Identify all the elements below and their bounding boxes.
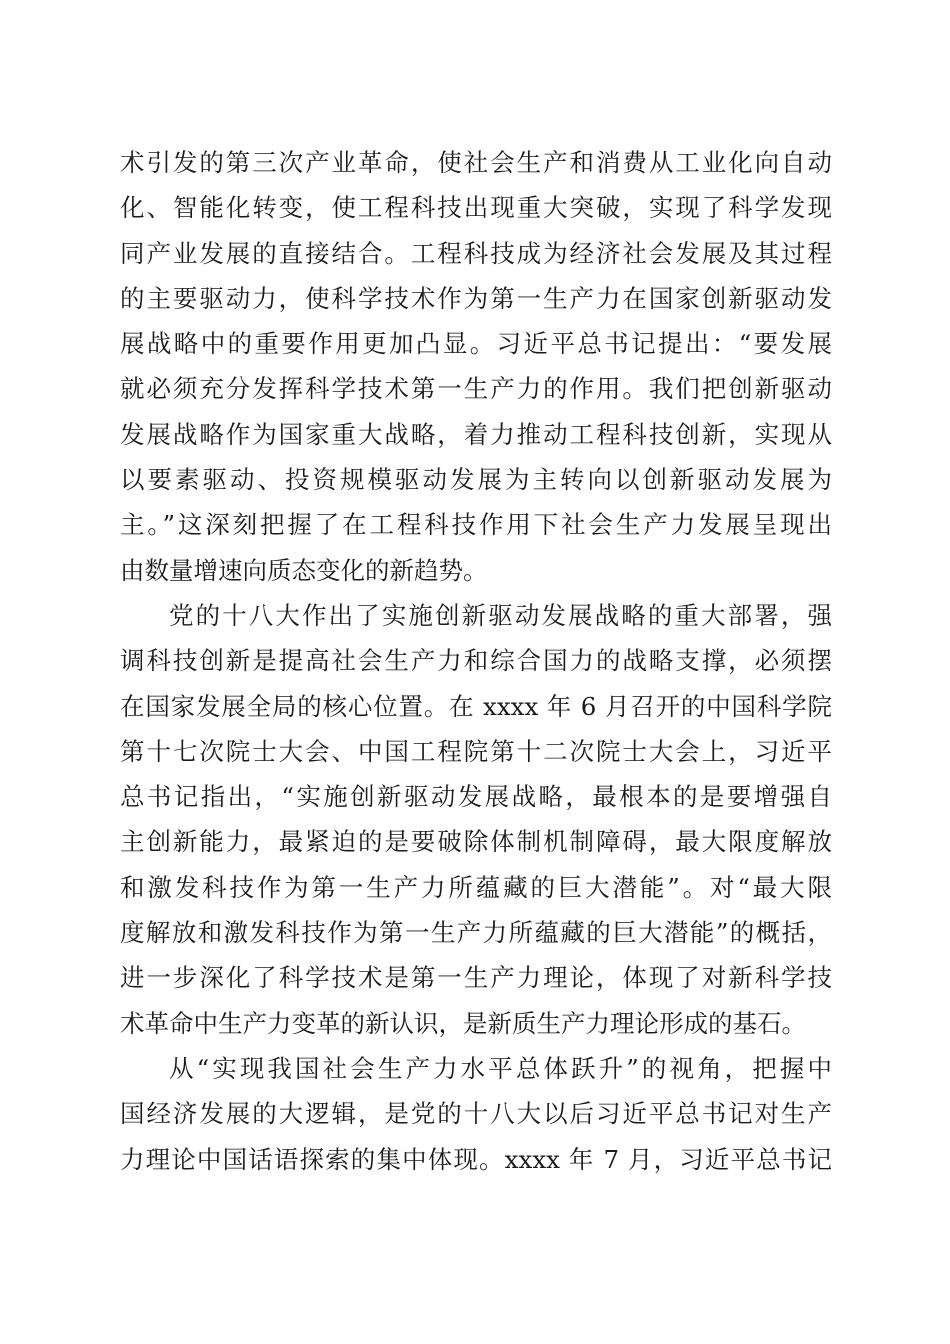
text-line: 术革命中生产力变革的新认识，是新质生产力理论形成的基石。	[120, 1008, 806, 1038]
text-line: 主创新能力，最紧迫的是要破除体制机制障碍，最大限度解放	[120, 827, 832, 857]
text-line: 国经济发展的大逻辑，是党的十八大以后习近平总书记对生产	[120, 1099, 832, 1129]
text-line: 在国家发展全局的核心位置。在 xxxx 年 6 月召开的中国科学院	[120, 691, 832, 721]
text-line: 党的十八大作出了实施创新驱动发展战略的重大部署，强	[169, 600, 832, 630]
text-line: 和激发科技作为第一生产力所蕴藏的巨大潜能”。对“最大限	[120, 872, 832, 902]
text-line: 同产业发展的直接结合。工程科技成为经济社会发展及其过程	[120, 238, 832, 268]
text-line: 发展战略作为国家重大战略，着力推动工程科技创新，实现从	[120, 419, 832, 449]
text-line: 就必须充分发挥科学技术第一生产力的作用。我们把创新驱动	[120, 374, 832, 404]
text-line: 总书记指出，“实施创新驱动发展战略，最根本的是要增强自	[120, 782, 832, 812]
text-line: 的主要驱动力，使科学技术作为第一生产力在国家创新驱动发	[120, 283, 832, 313]
text-line: 展战略中的重要作用更加凸显。习近平总书记提出：“要发展	[120, 329, 832, 359]
text-line: 第十七次院士大会、中国工程院第十二次院士大会上，习近平	[120, 736, 832, 766]
text-line: 化、智能化转变，使工程科技出现重大突破，实现了科学发现	[120, 193, 832, 223]
body-text	[120, 140, 832, 1182]
text-line: 从“实现我国社会生产力水平总体跃升”的视角，把握中	[169, 1053, 832, 1083]
text-line: 由数量增速向质态变化的新趋势。	[120, 555, 488, 585]
text-line: 力理论中国话语探索的集中体现。xxxx 年 7 月，习近平总书记	[120, 1144, 832, 1174]
text-line: 调科技创新是提高社会生产力和综合国力的战略支撑，必须摆	[120, 646, 832, 676]
text-line: 度解放和激发科技作为第一生产力所蕴藏的巨大潜能”的概括，	[120, 918, 832, 948]
text-line: 进一步深化了科学技术是第一生产力理论，体现了对新科学技	[120, 963, 832, 993]
text-line: 主。”这深刻把握了在工程科技作用下社会生产力发展呈现出	[120, 510, 832, 540]
text-line: 以要素驱动、投资规模驱动发展为主转向以创新驱动发展为	[120, 465, 832, 495]
text-line: 术引发的第三次产业革命，使社会生产和消费从工业化向自动	[120, 148, 832, 177]
